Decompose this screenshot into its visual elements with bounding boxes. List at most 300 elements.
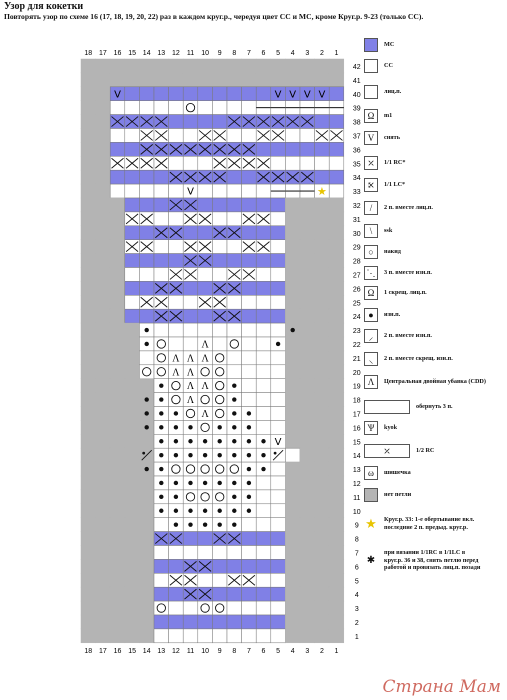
- chart-cell: [212, 101, 227, 115]
- chart-cell: [139, 615, 154, 629]
- legend-label: 1/1 LC*: [384, 181, 406, 189]
- chart-cell: [110, 295, 125, 309]
- chart-cell: [285, 73, 300, 87]
- chart-cell: [154, 254, 169, 268]
- chart-cell: [183, 546, 198, 560]
- purl-dot: [218, 509, 222, 513]
- row-number: 27: [352, 272, 361, 280]
- chart-cell: [110, 129, 125, 143]
- chart-cell: [227, 629, 242, 643]
- chart-cell: [169, 629, 184, 643]
- column-number-bottom: 8: [232, 647, 237, 655]
- chart-cell: [110, 462, 125, 476]
- row-number: 37: [352, 133, 361, 141]
- chart-cell: [227, 254, 242, 268]
- chart-cell: [96, 393, 111, 407]
- row-number: 5: [354, 578, 359, 586]
- chart-cell: [139, 601, 154, 615]
- purl-dot: [232, 397, 236, 401]
- chart-cell: [271, 295, 286, 309]
- chart-cell: [285, 393, 300, 407]
- watermark-logo: Страна Мам: [382, 677, 501, 697]
- row-number: 20: [352, 369, 361, 377]
- chart-cell: [285, 601, 300, 615]
- row-number: 8: [354, 536, 359, 544]
- chart-cell: [139, 434, 154, 448]
- chart-cell: [110, 337, 125, 351]
- chart-cell: [315, 490, 330, 504]
- chart-cell: [96, 226, 111, 240]
- column-number-bottom: 17: [99, 647, 107, 655]
- chart-cell: [271, 601, 286, 615]
- row-number: 19: [352, 383, 361, 391]
- chart-cell: [96, 490, 111, 504]
- purl-dot: [159, 383, 163, 387]
- chart-cell: [169, 59, 184, 73]
- row-number: 3: [354, 606, 359, 614]
- purl-dot: [232, 453, 236, 457]
- chart-cell: [329, 351, 344, 365]
- chart-cell: [227, 337, 242, 351]
- chart-cell: [271, 309, 286, 323]
- chart-cell: [315, 629, 330, 643]
- legend-item: [364, 421, 397, 435]
- chart-cell: [110, 212, 125, 226]
- chart-cell: [169, 587, 184, 601]
- chart-cell: [212, 268, 227, 282]
- row-number: 33: [352, 189, 361, 197]
- column-number-top: 7: [246, 50, 251, 57]
- purl-dot: [159, 425, 163, 429]
- chart-cell: [315, 573, 330, 587]
- chart-cell: [125, 309, 140, 323]
- legend-label: снять: [384, 134, 400, 142]
- chart-cell: [96, 587, 111, 601]
- chart-cell: [329, 323, 344, 337]
- legend-symbol-icon: ★: [365, 515, 377, 531]
- chart-cell: [139, 198, 154, 212]
- chart-cell: [300, 59, 315, 73]
- chart-cell: [169, 337, 184, 351]
- chart-cell: [300, 587, 315, 601]
- purl-dot: [188, 481, 192, 485]
- row-number: 9: [354, 522, 359, 530]
- chart-cell: [300, 198, 315, 212]
- chart-cell: [198, 546, 213, 560]
- star-marker: ★: [316, 186, 327, 199]
- chart-cell: [125, 254, 140, 268]
- chart-cell: [285, 351, 300, 365]
- chart-cell: [183, 629, 198, 643]
- chart-subtitle: Повторять узор по схеме 16 (17, 18, 19, 20, 22) раз в каждом круг.р., чередуя цвет СС и МС, кроме Круг.р. 9-23 (только СС).: [4, 12, 424, 21]
- chart-cell: [242, 351, 257, 365]
- column-number-bottom: 18: [84, 647, 93, 655]
- row-number: 39: [352, 105, 361, 113]
- chart-cell: [271, 546, 286, 560]
- chart-cell: [256, 337, 271, 351]
- chart-cell: [110, 254, 125, 268]
- legend-item: [364, 375, 486, 389]
- chart-cell: [96, 420, 111, 434]
- legend-symbol-icon: [364, 488, 378, 502]
- legend-label: 2 п. вместе скрещ. изн.п.: [384, 355, 453, 363]
- chart-cell: [212, 184, 227, 198]
- chart-cell: [227, 587, 242, 601]
- chart-cell: [169, 295, 184, 309]
- chart-cell: [212, 254, 227, 268]
- chart-cell: [169, 462, 184, 476]
- chart-cell: [96, 281, 111, 295]
- chart-cell: [329, 518, 344, 532]
- legend-item: [364, 59, 393, 73]
- chart-cell: [329, 365, 344, 379]
- chart-cell: [285, 365, 300, 379]
- chart-cell: [315, 434, 330, 448]
- legend-item: [364, 466, 411, 480]
- stitch-symbol: V: [289, 89, 297, 101]
- chart-cell: [256, 615, 271, 629]
- chart-cell: [256, 504, 271, 518]
- chart-cell: [96, 268, 111, 282]
- purl-dot: [159, 453, 163, 457]
- row-number: 6: [354, 564, 359, 572]
- chart-cell: [242, 184, 257, 198]
- chart-cell: [154, 573, 169, 587]
- legend-item: [364, 488, 411, 502]
- chart-cell: [81, 337, 96, 351]
- chart-cell: [96, 601, 111, 615]
- chart-cell: [198, 184, 213, 198]
- chart-cell: [315, 420, 330, 434]
- legend-item: [364, 400, 453, 414]
- chart-cell: [169, 212, 184, 226]
- chart-cell: [285, 240, 300, 254]
- chart-cell: [285, 156, 300, 170]
- purl-dot: [247, 467, 251, 471]
- purl-dot: [145, 425, 149, 429]
- chart-cell: [96, 504, 111, 518]
- column-number-top: 6: [261, 50, 266, 57]
- chart-cell: [198, 323, 213, 337]
- row-number: 35: [352, 161, 361, 169]
- chart-cell: [285, 615, 300, 629]
- purl-dot: [145, 411, 149, 415]
- cdd-symbol: Λ: [186, 381, 195, 393]
- chart-cell: [183, 323, 198, 337]
- legend-item: [364, 329, 432, 343]
- chart-cell: [198, 629, 213, 643]
- column-number-bottom: 1: [334, 647, 339, 655]
- chart-cell: [300, 476, 315, 490]
- legend-symbol-icon: ⸝: [364, 329, 378, 343]
- legend-item: [364, 201, 433, 215]
- chart-cell: [242, 129, 257, 143]
- chart-cell: [110, 309, 125, 323]
- purl-dot: [159, 397, 163, 401]
- purl-dot: [218, 425, 222, 429]
- row-number: 16: [352, 425, 361, 433]
- chart-cell: [315, 379, 330, 393]
- purl-dot: [145, 342, 149, 346]
- row-number: 21: [352, 355, 361, 363]
- column-number-top: 11: [186, 50, 195, 57]
- row-number: 24: [352, 314, 361, 322]
- chart-cell: [154, 587, 169, 601]
- chart-cell: [300, 309, 315, 323]
- chart-cell: [285, 532, 300, 546]
- column-number-top: 10: [201, 50, 209, 57]
- chart-cell: [139, 309, 154, 323]
- chart-cell: [242, 518, 257, 532]
- chart-cell: [81, 407, 96, 421]
- chart-cell: [81, 254, 96, 268]
- chart-cell: [169, 546, 184, 560]
- chart-cell: [96, 532, 111, 546]
- chart-cell: [110, 546, 125, 560]
- legend-label: при вязании 1/1RC в 1/1LC в круг.р. 36 и 38, снять петлю перед работой и провязать лиц.п. позади: [384, 549, 481, 571]
- chart-cell: [212, 73, 227, 87]
- chart-cell: [81, 365, 96, 379]
- purl-dot: [159, 481, 163, 485]
- chart-cell: [96, 129, 111, 143]
- chart-cell: [96, 142, 111, 156]
- chart-cell: [81, 518, 96, 532]
- purl-dot: [188, 439, 192, 443]
- chart-cell: [315, 212, 330, 226]
- chart-cell: [329, 448, 344, 462]
- chart-cell: [300, 559, 315, 573]
- legend-label: Центральная двойная убавка (CDD): [384, 378, 486, 386]
- chart-cell: [329, 212, 344, 226]
- chart-cell: [329, 268, 344, 282]
- row-number: 40: [352, 91, 361, 99]
- chart-cell: [300, 601, 315, 615]
- chart-cell: [125, 476, 140, 490]
- chart-cell: [271, 281, 286, 295]
- chart-cell: [329, 462, 344, 476]
- chart-cell: [256, 532, 271, 546]
- chart-cell: [96, 254, 111, 268]
- chart-cell: [154, 87, 169, 101]
- chart-cell: [271, 240, 286, 254]
- chart-cell: [329, 434, 344, 448]
- chart-cell: [154, 337, 169, 351]
- column-number-top: 5: [276, 50, 281, 57]
- chart-cell: [96, 73, 111, 87]
- purl-dot: [232, 411, 236, 415]
- chart-cell: [198, 365, 213, 379]
- chart-cell: [81, 532, 96, 546]
- legend-label: 2 п. вместе лиц.п.: [384, 204, 433, 212]
- chart-cell: [227, 323, 242, 337]
- chart-cell: [315, 295, 330, 309]
- chart-cell: [285, 212, 300, 226]
- purl-dot: [188, 509, 192, 513]
- stitch-symbol: V: [187, 186, 194, 198]
- purl-dot: [145, 328, 149, 332]
- chart-cell: [271, 365, 286, 379]
- chart-cell: [256, 198, 271, 212]
- chart-cell: [198, 615, 213, 629]
- chart-cell: [139, 587, 154, 601]
- purl-dot: [159, 411, 163, 415]
- row-number: 14: [352, 453, 361, 461]
- cdd-symbol: Λ: [172, 353, 180, 365]
- chart-cell: [285, 142, 300, 156]
- chart-cell: [315, 615, 330, 629]
- chart-cell: [285, 254, 300, 268]
- column-number-top: 14: [142, 50, 151, 57]
- chart-cell: [227, 198, 242, 212]
- chart-cell: [300, 448, 315, 462]
- legend-label: 1 скрещ. лиц.п.: [384, 289, 427, 297]
- chart-cell: [329, 476, 344, 490]
- chart-cell: [139, 226, 154, 240]
- column-number-top: 9: [217, 50, 222, 57]
- chart-cell: [271, 490, 286, 504]
- chart-cell: [242, 393, 257, 407]
- column-number-top: 16: [113, 50, 122, 57]
- chart-cell: [285, 504, 300, 518]
- chart-cell: [110, 73, 125, 87]
- chart-cell: [285, 559, 300, 573]
- chart-cell: [329, 309, 344, 323]
- purl-dot: [218, 453, 222, 457]
- chart-cell: [154, 184, 169, 198]
- purl-dot: [159, 495, 163, 499]
- purl-dot: [247, 439, 251, 443]
- chart-cell: [271, 379, 286, 393]
- purl-dot: [174, 453, 178, 457]
- chart-cell: [183, 281, 198, 295]
- chart-cell: [256, 407, 271, 421]
- chart-cell: [139, 254, 154, 268]
- chart-cell: [300, 407, 315, 421]
- legend-item: [364, 224, 392, 238]
- chart-cell: [110, 504, 125, 518]
- column-number-bottom: 11: [186, 647, 195, 655]
- chart-cell: [198, 115, 213, 129]
- purl-dot: [203, 509, 207, 513]
- chart-cell: [300, 212, 315, 226]
- cdd-symbol: Λ: [186, 395, 195, 407]
- purl-dot: [276, 342, 280, 346]
- chart-cell: [139, 87, 154, 101]
- chart-cell: [154, 615, 169, 629]
- chart-cell: [169, 254, 184, 268]
- purl-dot: [203, 522, 207, 526]
- column-number-top: 18: [84, 50, 93, 57]
- chart-cell: [256, 73, 271, 87]
- chart-cell: [198, 462, 213, 476]
- chart-cell: [227, 462, 242, 476]
- chart-cell: [139, 546, 154, 560]
- chart-cell: [285, 518, 300, 532]
- chart-cell: [300, 546, 315, 560]
- chart-cell: [212, 240, 227, 254]
- chart-cell: [329, 170, 344, 184]
- chart-cell: [81, 490, 96, 504]
- chart-cell: [96, 156, 111, 170]
- chart-cell: [242, 629, 257, 643]
- chart-cell: [139, 73, 154, 87]
- chart-cell: [96, 295, 111, 309]
- purl-dot: [218, 481, 222, 485]
- purl-dot: [232, 495, 236, 499]
- chart-cell: [139, 629, 154, 643]
- chart-cell: [300, 365, 315, 379]
- chart-cell: [315, 407, 330, 421]
- chart-cell: [198, 226, 213, 240]
- chart-cell: [139, 59, 154, 73]
- chart-cell: [125, 420, 140, 434]
- chart-cell: [329, 420, 344, 434]
- chart-cell: [110, 407, 125, 421]
- chart-cell: [271, 226, 286, 240]
- legend-symbol-icon: ⋱: [364, 266, 378, 280]
- purl-dot: [188, 453, 192, 457]
- legend-symbol-icon: [364, 400, 410, 414]
- purl-dot: [261, 453, 265, 457]
- legend-label: m1: [384, 112, 393, 120]
- chart-cell: [125, 73, 140, 87]
- chart-cell: [315, 559, 330, 573]
- chart-cell: [285, 448, 300, 462]
- chart-cell: [81, 212, 96, 226]
- chart-cell: [96, 351, 111, 365]
- chart-cell: [81, 393, 96, 407]
- row-number: 28: [352, 258, 361, 266]
- legend-item: [364, 109, 392, 123]
- chart-cell: [198, 393, 213, 407]
- chart-cell: [125, 518, 140, 532]
- purl-dot: [174, 439, 178, 443]
- legend-label: накид: [384, 248, 401, 256]
- chart-cell: [125, 170, 140, 184]
- chart-cell: [271, 323, 286, 337]
- chart-cell: [154, 212, 169, 226]
- chart-cell: [169, 559, 184, 573]
- chart-cell: [96, 115, 111, 129]
- legend-symbol-icon: /: [364, 201, 378, 215]
- chart-cell: [139, 365, 154, 379]
- purl-dot: [145, 397, 149, 401]
- chart-cell: [227, 170, 242, 184]
- chart-cell: [212, 365, 227, 379]
- chart-cell: [271, 559, 286, 573]
- chart-cell: [96, 546, 111, 560]
- purl-dot: [218, 522, 222, 526]
- column-number-top: 4: [290, 50, 295, 57]
- chart-cell: [212, 351, 227, 365]
- legend-symbol-icon: [364, 38, 378, 52]
- chart-cell: [110, 281, 125, 295]
- chart-cell: [300, 573, 315, 587]
- chart-cell: [256, 420, 271, 434]
- row-number: 2: [354, 619, 359, 627]
- purl-dot: [188, 425, 192, 429]
- chart-cell: [183, 615, 198, 629]
- chart-cell: [271, 476, 286, 490]
- chart-cell: [329, 504, 344, 518]
- chart-cell: [183, 462, 198, 476]
- chart-cell: [300, 254, 315, 268]
- chart-cell: [81, 295, 96, 309]
- chart-cell: [227, 601, 242, 615]
- chart-cell: [169, 379, 184, 393]
- chart-title: Узор для кокетки: [4, 1, 84, 12]
- chart-cell: [198, 573, 213, 587]
